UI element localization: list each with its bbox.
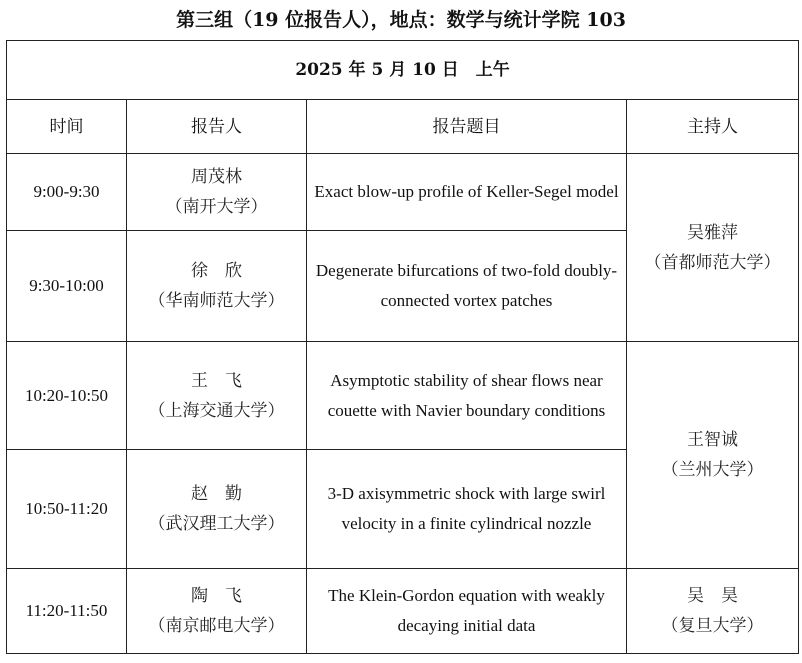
host-name: 吴 昊 <box>687 586 739 606</box>
topic-cell: 3-D axisymmetric shock with large swirl velocity in a finite cylindrical nozzle <box>307 450 627 569</box>
header-topic: 报告题目 <box>307 100 627 154</box>
speaker-affiliation: （武汉理工大学） <box>148 514 285 534</box>
speaker-affiliation: （华南师范大学） <box>148 291 285 311</box>
topic-cell: Exact blow-up profile of Keller-Segel model <box>307 154 627 231</box>
date-row <box>7 41 799 100</box>
header-host: 主持人 <box>627 100 799 154</box>
table-row <box>7 569 799 654</box>
host-affiliation: （首都师范大学） <box>644 252 781 273</box>
speaker-name: 徐 欣 <box>191 261 242 281</box>
table-row <box>7 154 799 231</box>
page-title: 第三组（19 位报告人），地点：数学与统计学院 103 <box>176 9 626 31</box>
host-name: 吴雅萍 <box>687 222 739 243</box>
host-cell <box>627 342 799 569</box>
speaker-name: 王 飞 <box>191 370 242 391</box>
schedule-table <box>6 40 799 654</box>
header-row <box>7 100 799 154</box>
time-cell: 9:00-9:30 <box>7 154 127 231</box>
topic-cell: Asymptotic stability of shear flows near couette with Navier boundary conditions <box>307 342 627 450</box>
speaker-cell <box>127 450 307 569</box>
host-name: 王智诚 <box>687 430 739 450</box>
host-cell <box>627 154 799 342</box>
host-affiliation: （复旦大学） <box>661 616 764 636</box>
time-cell: 9:30-10:00 <box>7 231 127 342</box>
date-cell: 2025 年 5 月 10 日 上午 <box>7 41 799 100</box>
time-cell: 11:20-11:50 <box>7 569 127 654</box>
speaker-name: 赵 勤 <box>191 484 242 504</box>
topic-cell: Degenerate bifurcations of two-fold doubly-connected vortex patches <box>307 231 627 342</box>
speaker-cell <box>127 342 307 450</box>
speaker-cell <box>127 569 307 654</box>
table-row <box>7 342 799 450</box>
time-cell: 10:20-10:50 <box>7 342 127 450</box>
topic-cell: The Klein-Gordon equation with weakly decaying initial data <box>307 569 627 654</box>
speaker-cell <box>127 154 307 231</box>
speaker-name: 周茂林 <box>191 167 242 187</box>
header-speaker: 报告人 <box>127 100 307 154</box>
speaker-affiliation: （上海交通大学） <box>148 400 285 421</box>
speaker-affiliation: （南京邮电大学） <box>148 616 285 636</box>
host-cell <box>627 569 799 654</box>
speaker-name: 陶 飞 <box>191 586 242 606</box>
host-affiliation: （兰州大学） <box>661 460 764 480</box>
speaker-cell <box>127 231 307 342</box>
header-time: 时间 <box>7 100 127 154</box>
time-cell: 10:50-11:20 <box>7 450 127 569</box>
speaker-affiliation: （南开大学） <box>165 197 268 217</box>
